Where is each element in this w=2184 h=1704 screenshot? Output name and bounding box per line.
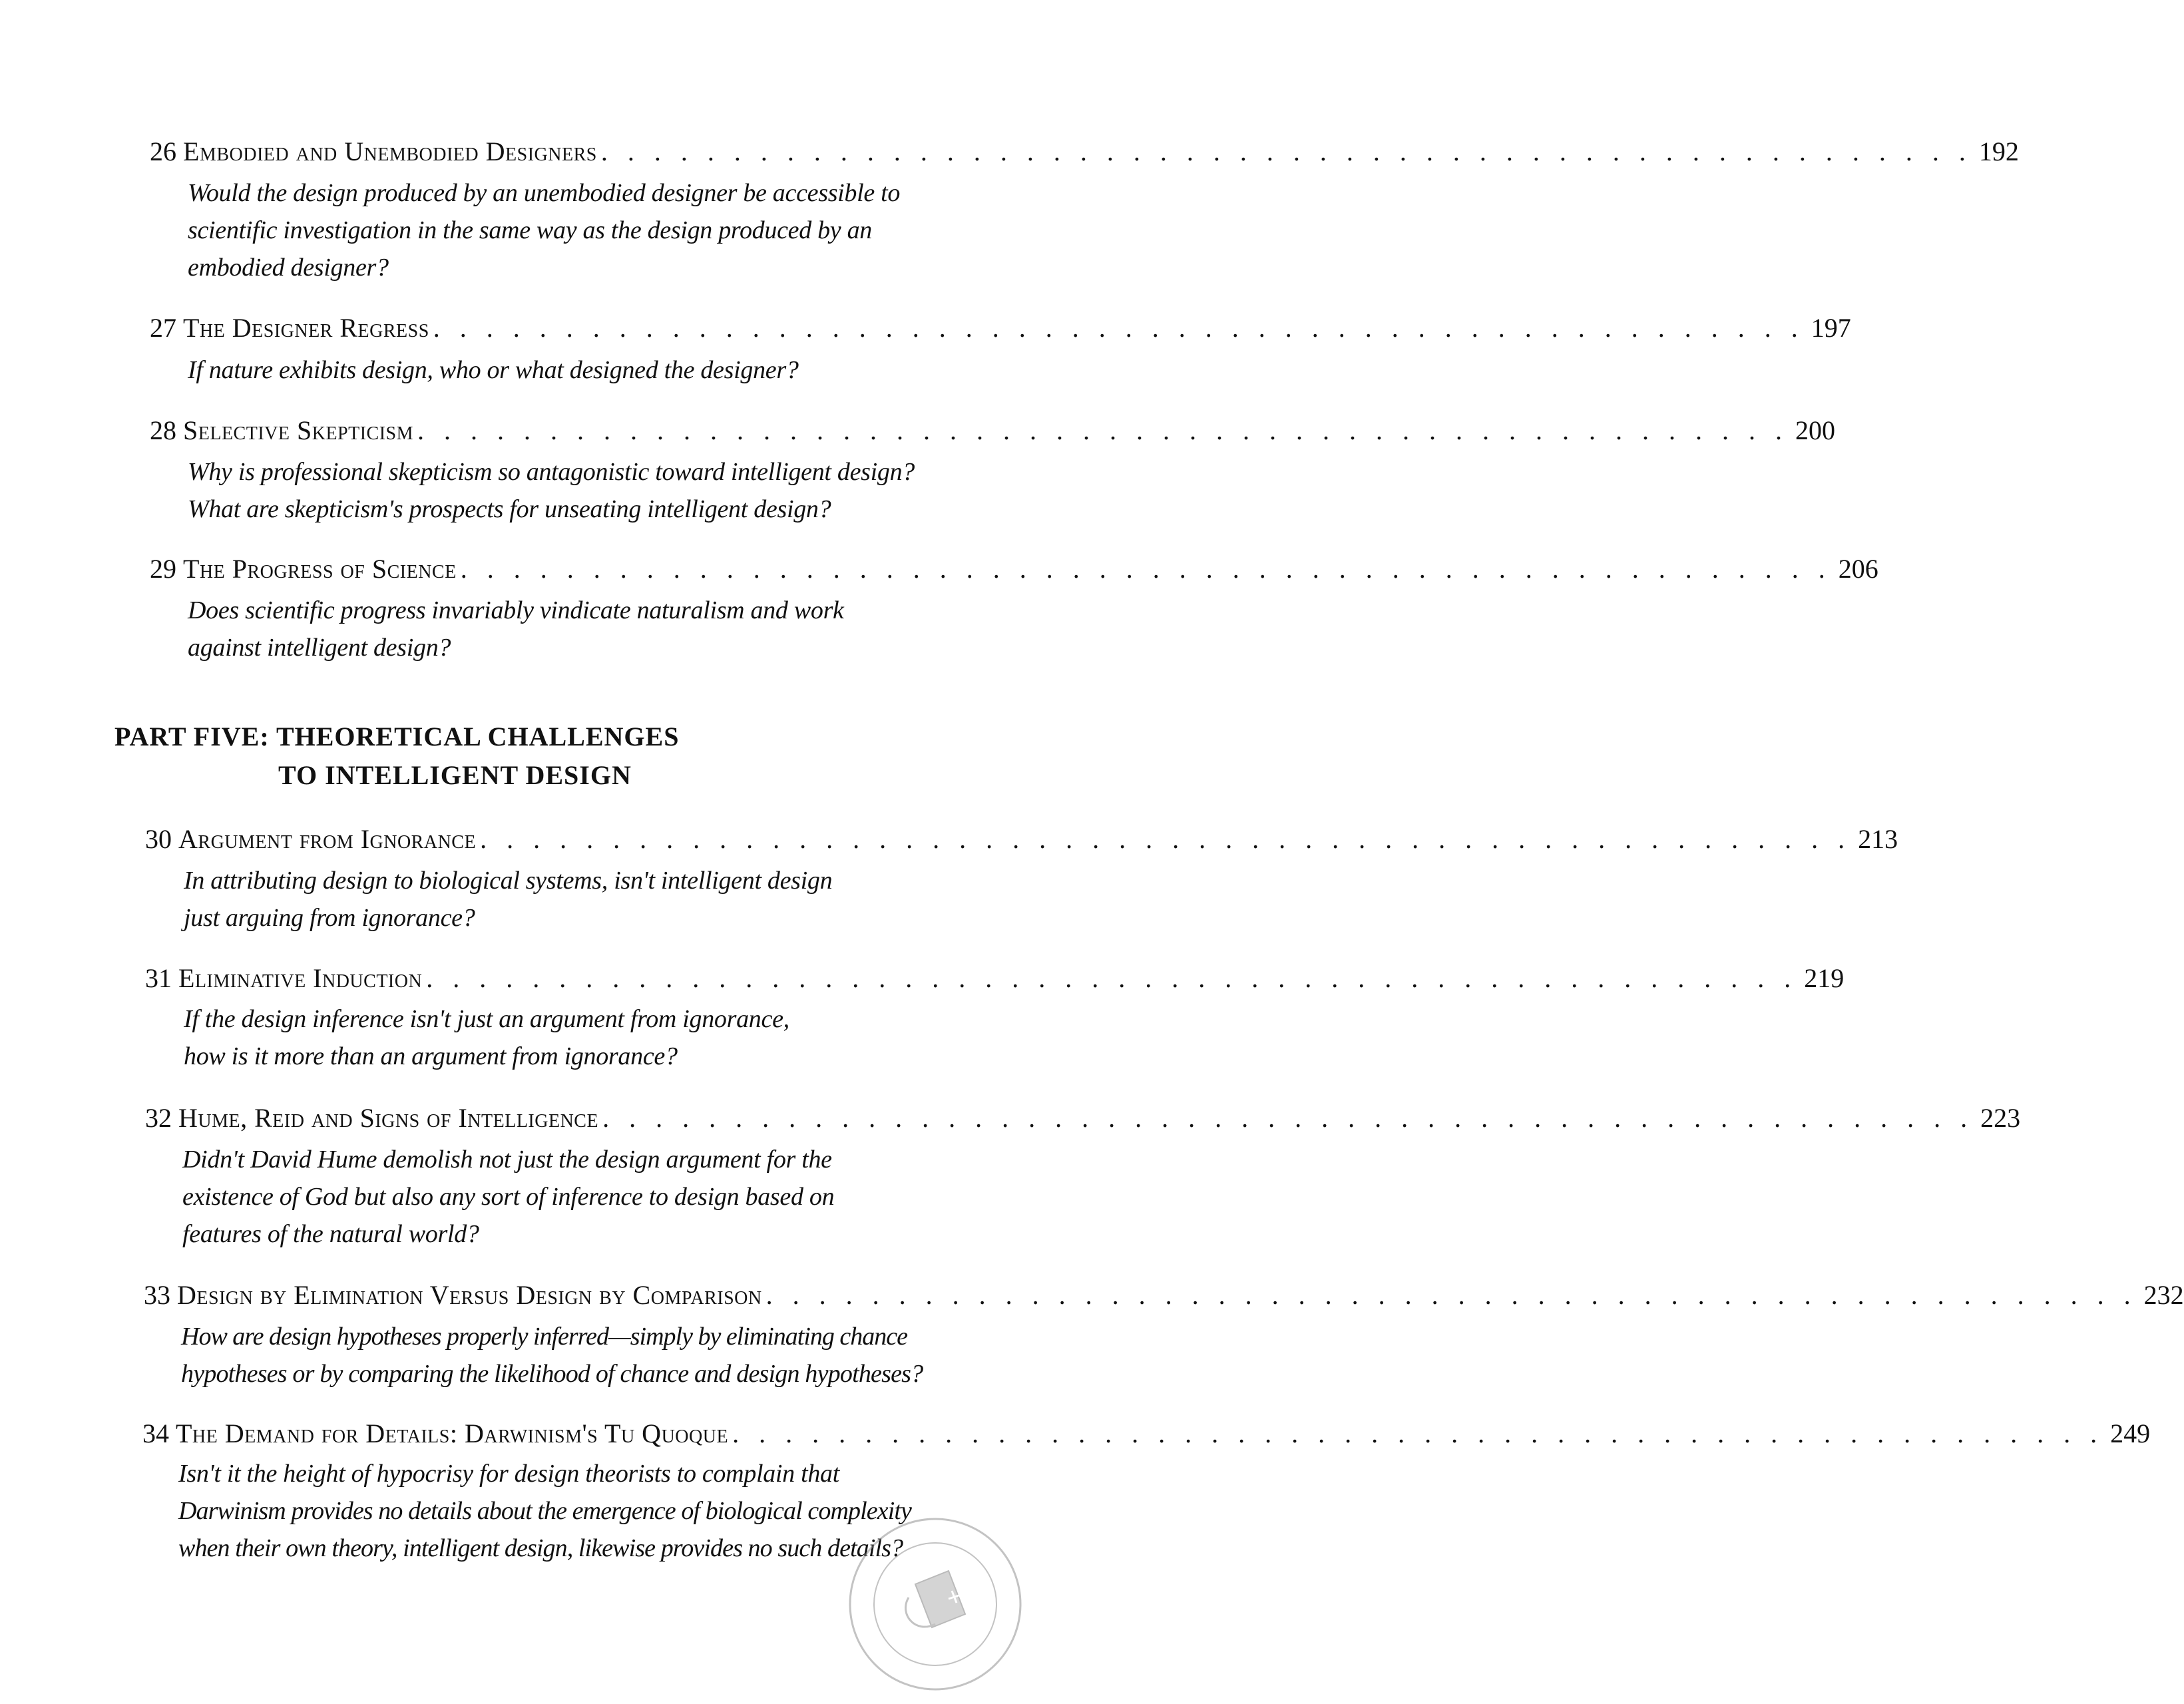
entry-title: Embodied and Unembodied Designers bbox=[183, 136, 597, 166]
dot-leader: . . . . . . . . . . . . . . . . . . . . . . . . . . . . . . . . . . . . . . . . . . . . . . . . . . . . bbox=[765, 1280, 2137, 1310]
entry-title: Design by Elimination Versus Design by Comparison bbox=[177, 1280, 762, 1310]
entry-number: 28 bbox=[150, 415, 176, 445]
entry-line bbox=[150, 312, 1851, 344]
dot-leader: . . . . . . . . . . . . . . . . . . . . . . . . . . . . . . . . . . . . . . . . . . . . . . . . . . . . bbox=[602, 1103, 1974, 1133]
entry-title: Eliminative Induction bbox=[178, 963, 423, 993]
entry-number: 34 bbox=[142, 1418, 169, 1448]
dot-leader: . . . . . . . . . . . . . . . . . . . . . . . . . . . . . . . . . . . . . . . . . . . . . . . . . . . . bbox=[732, 1418, 2104, 1448]
entry-question-line: Does scientific progress invariably vindicate naturalism and work bbox=[188, 596, 844, 624]
entry-title: Selective Skepticism bbox=[183, 415, 414, 445]
entry-question-line: scientific investigation in the same way as the design produced by an bbox=[188, 216, 872, 244]
entry-line bbox=[144, 1279, 2184, 1311]
page-number: 219 bbox=[1804, 963, 1845, 993]
entry-question-line: just arguing from ignorance? bbox=[184, 904, 475, 932]
entry-question-line: Would the design produced by an unembodied designer be accessible to bbox=[188, 179, 901, 207]
dot-leader: . . . . . . . . . . . . . . . . . . . . . . . . . . . . . . . . . . . . . . . . . . . . . . . . . . . . bbox=[426, 963, 1798, 993]
entry-question-line: Isn't it the height of hypocrisy for design theorists to complain that bbox=[178, 1460, 839, 1488]
page-number: 232 bbox=[2143, 1280, 2184, 1310]
entry-question-line: In attributing design to biological systems, isn't intelligent design bbox=[184, 867, 833, 895]
entry-question-line: against intelligent design? bbox=[188, 634, 451, 662]
entry-line bbox=[150, 415, 1836, 447]
entry-number: 31 bbox=[145, 963, 172, 993]
entry-question-line: Why is professional skepticism so antagonistic toward intelligent design? bbox=[188, 458, 915, 486]
page-number: 223 bbox=[1980, 1103, 2021, 1133]
entry-line bbox=[150, 553, 1878, 585]
page-number: 249 bbox=[2110, 1418, 2151, 1448]
entry-title: Hume, Reid and Signs of Intelligence bbox=[178, 1103, 599, 1133]
entry-question-line: How are design hypotheses properly inferred—simply by eliminating chance bbox=[181, 1323, 908, 1351]
dot-leader: . . . . . . . . . . . . . . . . . . . . . . . . . . . . . . . . . . . . . . . . . . . . . . . . . . . . bbox=[460, 554, 1832, 584]
page-number: 213 bbox=[1858, 824, 1898, 854]
entry-number: 33 bbox=[144, 1280, 170, 1310]
entry-line bbox=[145, 823, 1898, 855]
entry-question-line: Darwinism provides no details about the emergence of biological complexity bbox=[178, 1497, 911, 1525]
entry-question-line: What are skepticism's prospects for unseating intelligent design? bbox=[188, 495, 831, 523]
entry-question-line: features of the natural world? bbox=[182, 1220, 479, 1248]
entry-number: 29 bbox=[150, 554, 176, 584]
entry-number: 32 bbox=[145, 1103, 172, 1133]
dot-leader: . . . . . . . . . . . . . . . . . . . . . . . . . . . . . . . . . . . . . . . . . . . . . . . . . . . . bbox=[600, 136, 1972, 166]
entry-line bbox=[145, 962, 1845, 994]
entry-line bbox=[145, 1102, 2021, 1134]
entry-question-line: when their own theory, intelligent design, likewise provides no such details? bbox=[178, 1534, 903, 1562]
entry-number: 26 bbox=[150, 136, 176, 166]
dot-leader: . . . . . . . . . . . . . . . . . . . . . . . . . . . . . . . . . . . . . . . . . . . . . . . . . . . . bbox=[417, 415, 1789, 445]
entry-question-line: If nature exhibits design, who or what designed the designer? bbox=[188, 356, 799, 384]
page-number: 192 bbox=[1978, 136, 2019, 166]
entry-question-line: how is it more than an argument from ignorance? bbox=[184, 1042, 678, 1070]
part-heading-line: PART FIVE: THEORETICAL CHALLENGES bbox=[114, 722, 680, 751]
entry-question-line: hypotheses or by comparing the likelihood of chance and design hypotheses? bbox=[181, 1360, 923, 1388]
page-number: 200 bbox=[1795, 415, 1836, 445]
entry-question-line: If the design inference isn't just an argument from ignorance, bbox=[184, 1005, 789, 1033]
entry-title: Argument from Ignorance bbox=[178, 824, 477, 854]
page-number: 197 bbox=[1811, 313, 1851, 343]
entry-line bbox=[142, 1418, 2151, 1450]
entry-question-line: existence of God but also any sort of inference to design based on bbox=[182, 1183, 835, 1211]
entry-title: The Demand for Details: Darwinism's Tu Quoque bbox=[176, 1418, 729, 1448]
dot-leader: . . . . . . . . . . . . . . . . . . . . . . . . . . . . . . . . . . . . . . . . . . . . . . . . . . . . bbox=[433, 313, 1805, 343]
entry-title: The Designer Regress bbox=[183, 313, 429, 343]
entry-title: The Progress of Science bbox=[183, 554, 457, 584]
watermark-stamp bbox=[835, 1498, 1028, 1704]
part-heading-line: TO INTELLIGENT DESIGN bbox=[278, 760, 632, 790]
page-number: 206 bbox=[1838, 554, 1878, 584]
dot-leader: . . . . . . . . . . . . . . . . . . . . . . . . . . . . . . . . . . . . . . . . . . . . . . . . . . . . bbox=[480, 824, 1852, 854]
entry-question-line: embodied designer? bbox=[188, 254, 389, 282]
entry-number: 30 bbox=[145, 824, 172, 854]
entry-question-line: Didn't David Hume demolish not just the design argument for the bbox=[182, 1146, 832, 1173]
entry-line bbox=[150, 136, 2019, 168]
entry-number: 27 bbox=[150, 313, 176, 343]
